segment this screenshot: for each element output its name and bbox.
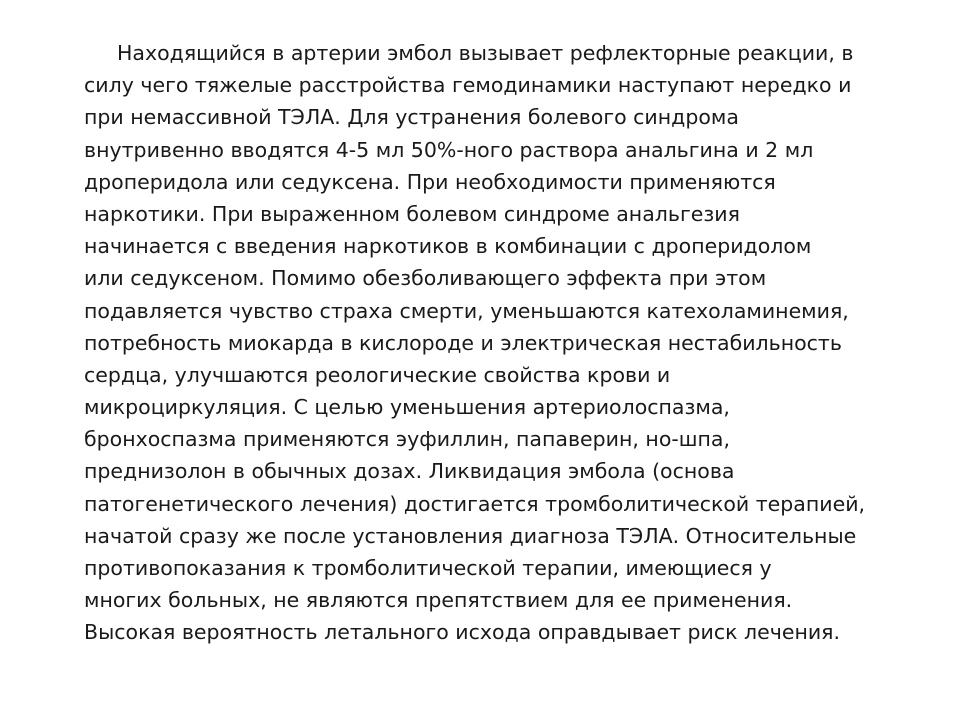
text-line: начатой сразу же после установления диагноза ТЭЛА. Относительные xyxy=(84,523,857,548)
text-line: Высокая вероятность летального исхода оправдывает риск лечения. xyxy=(84,620,841,645)
text-line: начинается с введения наркотиков в комбинации с дроперидолом xyxy=(84,234,812,259)
text-line: подавляется чувство страха смерти, уменьшаются катехоламинемия, xyxy=(84,298,849,323)
text-line: патогенетического лечения) достигается тромболитической терапией, xyxy=(84,491,866,516)
text-line: преднизолон в обычных дозах. Ликвидация эмбола (основа xyxy=(84,459,735,484)
slide-body-text xyxy=(84,37,914,649)
text-line: микроциркуляция. С целью уменьшения артериолоспазма, xyxy=(84,395,730,420)
text-line: многих больных, не являются препятствием для ее применения. xyxy=(84,588,793,613)
text-line: сердца, улучшаются реологические свойства крови и xyxy=(84,362,671,387)
text-line: или седуксеном. Помимо обезболивающего эффекта при этом xyxy=(84,266,767,291)
text-line: внутривенно вводятся 4-5 мл 50%-ного раствора анальгина и 2 мл xyxy=(84,137,814,162)
text-line: при немассивной ТЭЛА. Для устранения болевого синдрома xyxy=(84,105,739,130)
text-line: дроперидола или седуксена. При необходимости применяются xyxy=(84,169,776,194)
text-line: потребность миокарда в кислороде и электрическая нестабильность xyxy=(84,330,842,355)
text-line: Находящийся в артерии эмбол вызывает рефлекторные реакции, в xyxy=(117,41,854,65)
text-line: наркотики. При выраженном болевом синдроме анальгезия xyxy=(84,201,740,226)
text-line: бронхоспазма применяются эуфиллин, папаверин, но-шпа, xyxy=(84,427,731,452)
text-line: противопоказания к тромболитической терапии, имеющиеся у xyxy=(84,556,772,580)
text-line: силу чего тяжелые расстройства гемодинамики наступают нередко и xyxy=(84,73,852,98)
